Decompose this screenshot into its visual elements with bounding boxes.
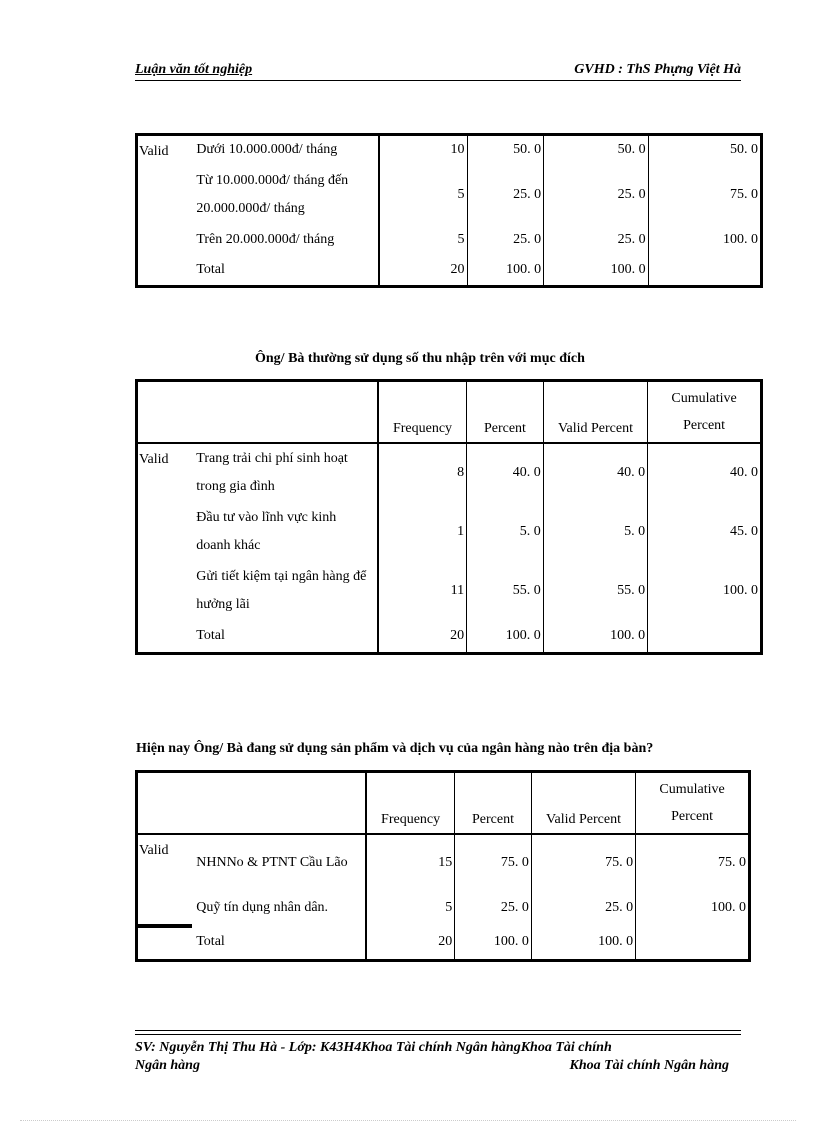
page-edge [20,1120,796,1121]
cumulative-cell: 50. 0 [648,135,761,165]
valid-percent-cell: 100. 0 [543,620,647,654]
category-cell: Total [196,627,225,643]
col-valid-percent: Valid Percent [531,772,635,834]
table-row [137,562,762,620]
percent-cell: 55. 0 [467,562,544,620]
cumulative-cell [636,926,750,961]
frequency-cell: 11 [378,562,467,620]
footer-department-right: Khoa Tài chính Ngân hàng [569,1058,729,1073]
category-cell: Trang trải chi phí sinh hoạt trong gia đình [196,450,348,494]
frequency-cell: 20 [379,256,467,287]
cumulative-cell: 40. 0 [648,443,762,502]
category-cell: Total [196,262,225,278]
col-frequency: Frequency [366,772,455,834]
table-row [137,256,762,287]
category-cell: Trên 20.000.000đ/ tháng [196,232,335,247]
valid-percent-cell: 50. 0 [544,135,648,165]
footer-line2 [135,1058,741,1074]
valid-percent-cell: 25. 0 [544,165,648,225]
cumulative-cell: 75. 0 [636,834,750,891]
percent-cell: 40. 0 [467,443,544,502]
cumulative-cell [648,620,762,654]
table-title: Ông/ Bà thường sử dụng số thu nhập trên với mục đích [255,351,585,366]
footer-rule [135,1030,741,1031]
income-table [135,133,763,288]
valid-percent-cell: 25. 0 [544,225,648,256]
header-rule [135,80,741,81]
table-row [137,502,762,562]
frequency-cell: 5 [379,225,467,256]
cumulative-cell: 75. 0 [648,165,761,225]
frequency-cell: 1 [378,502,467,562]
percent-cell: 25. 0 [467,165,544,225]
percent-cell: 100. 0 [467,256,544,287]
valid-percent-cell: 75. 0 [531,834,635,891]
valid-percent-cell: 100. 0 [531,926,635,961]
frequency-cell: 15 [366,834,455,891]
income-purpose-table [135,379,763,655]
valid-percent-cell: 100. 0 [544,256,648,287]
valid-label: Valid [139,842,169,858]
col-cumulative: Cumulative Percent [636,772,750,834]
table-header-row [137,381,762,443]
category-cell: Đầu tư vào lĩnh vực kinh doanh khác [196,509,337,553]
page-header [135,62,741,80]
table-header-row [137,772,750,834]
table-row [137,620,762,654]
table-title: Hiện nay Ông/ Bà đang sử dụng sản phẩm và dịch vụ của ngân hàng nào trên địa bàn? [136,741,654,756]
percent-cell: 5. 0 [467,502,544,562]
category-cell: Quỹ tín dụng nhân dân. [196,900,329,915]
percent-cell: 100. 0 [467,620,544,654]
footer-rule [135,1034,741,1035]
category-cell: Dưới 10.000.000đ/ tháng [196,142,338,158]
footer-student-info: SV: Nguyễn Thị Thu Hà - Lớp: K43H4Khoa Tài chính Ngân hàngKhoa Tài chính [135,1040,612,1055]
col-frequency: Frequency [378,381,467,443]
header-thesis-label: Luận văn tốt nghiệp [135,62,253,77]
table-row [137,225,762,256]
percent-cell: 50. 0 [467,135,544,165]
table-row [137,165,762,225]
valid-label: Valid [139,451,169,467]
valid-percent-cell: 5. 0 [543,502,647,562]
valid-label: Valid [139,144,169,159]
frequency-cell: 20 [378,620,467,654]
col-cumulative: Cumulative Percent [648,381,762,443]
frequency-cell: 20 [366,926,455,961]
col-percent: Percent [467,381,544,443]
category-cell: Từ 10.000.000đ/ tháng đến 20.000.000đ/ tháng [196,172,349,216]
percent-cell: 75. 0 [455,834,532,891]
valid-percent-cell: 25. 0 [531,891,635,926]
table-row [137,926,750,961]
frequency-cell: 5 [379,165,467,225]
valid-percent-cell: 40. 0 [543,443,647,502]
category-cell: NHNNo & PTNT Cầu Lão [196,854,348,870]
header-blank [137,772,367,834]
header-advisor: GVHD : ThS Phựng Việt Hà [574,62,741,77]
category-cell: Gửi tiết kiệm tại ngân hàng để hưởng lãi [196,568,367,612]
valid-percent-cell: 55. 0 [543,562,647,620]
cumulative-cell: 100. 0 [636,891,750,926]
cumulative-cell: 100. 0 [648,562,762,620]
col-valid-percent: Valid Percent [543,381,647,443]
cumulative-cell: 100. 0 [648,225,761,256]
table-row [137,891,750,926]
bank-usage-table [135,770,751,962]
table-row [137,135,762,165]
total-row-marker [137,926,193,961]
col-percent: Percent [455,772,532,834]
frequency-cell: 10 [379,135,467,165]
table-row [137,443,762,502]
percent-cell: 100. 0 [455,926,532,961]
cumulative-cell [648,256,761,287]
table-row [137,834,750,891]
category-cell: Total [196,934,225,950]
header-blank [137,381,378,443]
frequency-cell: 5 [366,891,455,926]
percent-cell: 25. 0 [467,225,544,256]
footer-department-left: Ngân hàng [135,1058,200,1073]
percent-cell: 25. 0 [455,891,532,926]
frequency-cell: 8 [378,443,467,502]
cumulative-cell: 45. 0 [648,502,762,562]
